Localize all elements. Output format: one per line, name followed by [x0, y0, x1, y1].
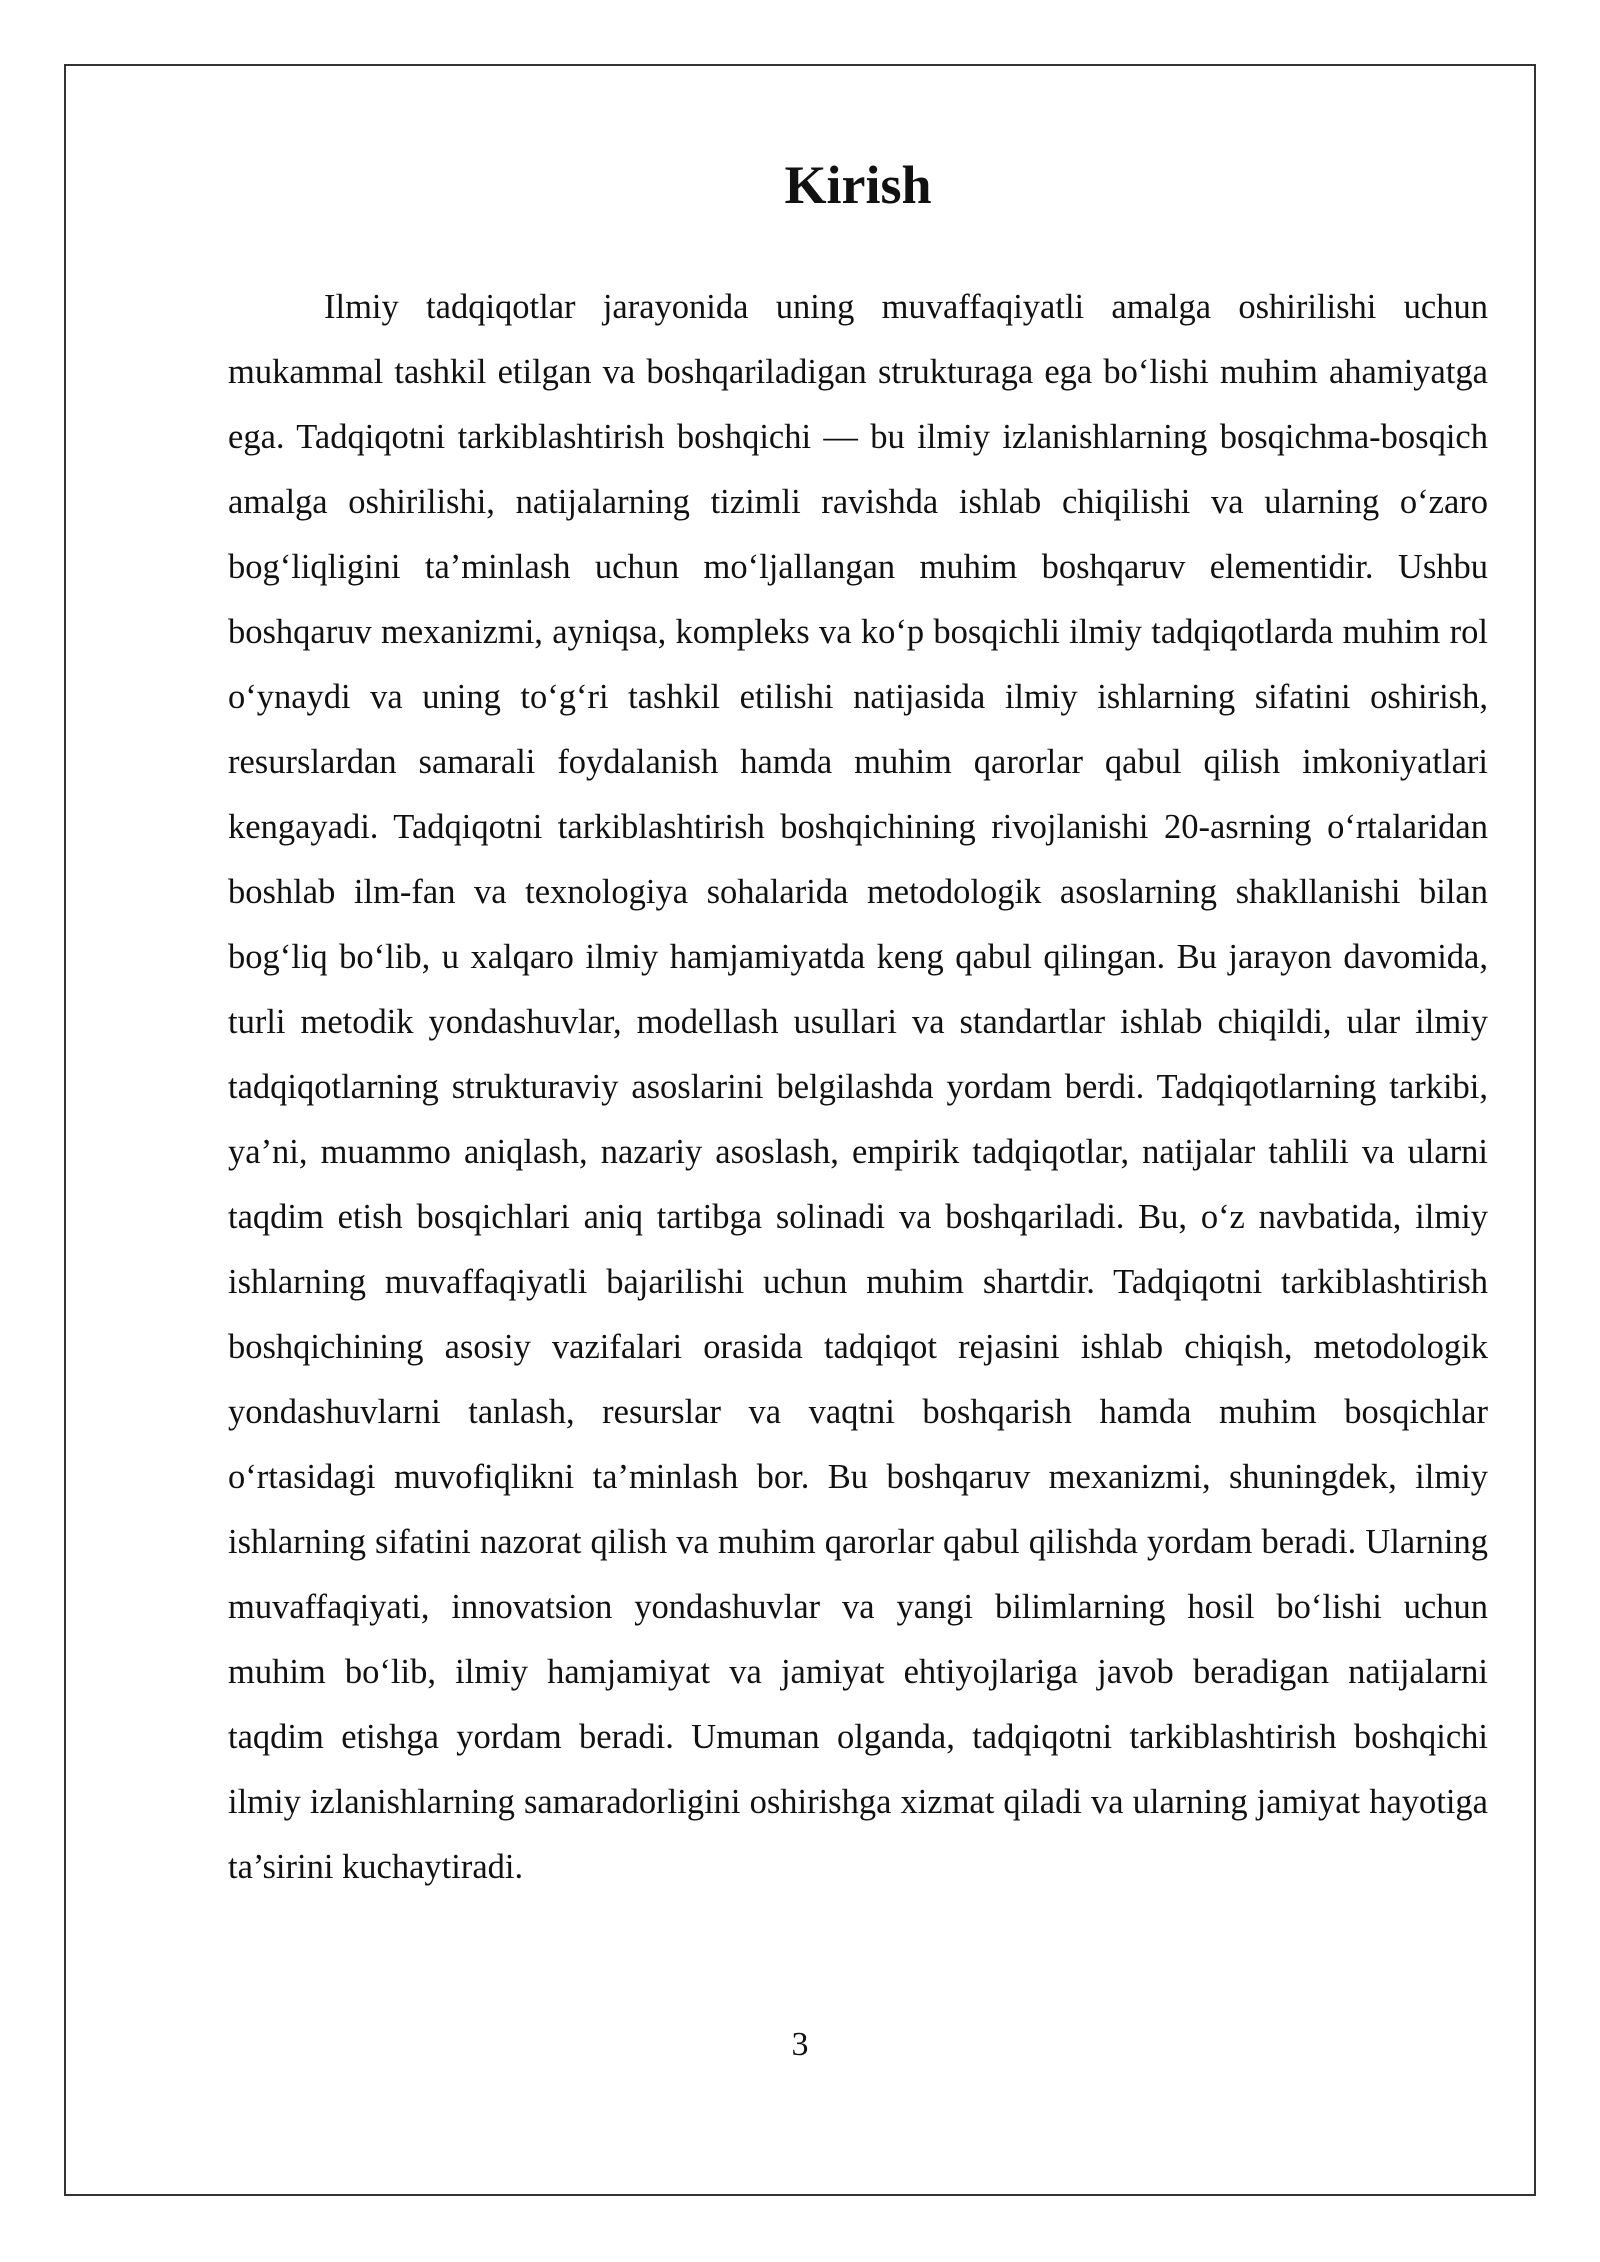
page-number: 3: [791, 2026, 809, 2063]
page-content: [228, 150, 1488, 1900]
body-paragraph: Ilmiy tadqiqotlar jarayonida uning muvaffaqiyatli amalga oshirilishi uchun mukammal tashkil etilgan va boshqariladigan strukturaga ega bo‘lishi muhim ahamiyatga ega. Tadqiqotni tarkiblashtirish boshqichi — bu ilmiy izlanishlarning bosqichma-bosqich amalga oshirilishi, natijalarning tizimli ravishda ishlab chiqilishi va ularning o‘zaro bog‘liqligini ta’minlash uchun mo‘ljallangan muhim boshqaruv elementidir. Ushbu boshqaruv mexanizmi, ayniqsa, kompleks va ko‘p bosqichli ilmiy tadqiqotlarda muhim rol o‘ynaydi va uning to‘g‘ri tashkil etilishi natijasida ilmiy ishlarning sifatini oshirish, resurslardan samarali foydalanish hamda muhim qarorlar qabul qilish imkoniyatlari kengayadi. Tadqiqotni tarkiblashtirish boshqichining rivojlanishi 20-asrning o‘rtalaridan boshlab ilm-fan va texnologiya sohalarida metodologik asoslarning shakllanishi bilan bog‘liq bo‘lib, u xalqaro ilmiy hamjamiyatda keng qabul qilingan. Bu jarayon davomida, turli metodik yondashuvlar, modellash usullari va standartlar ishlab chiqildi, ular ilmiy tadqiqotlarning strukturaviy asoslarini belgilashda yordam berdi. Tadqiqotlarning tarkibi, ya’ni, muammo aniqlash, nazariy asoslash, empirik tadqiqotlar, natijalar tahlili va ularni taqdim etish bosqichlari aniq tartibga solinadi va boshqariladi. Bu, o‘z navbatida, ilmiy ishlarning muvaffaqiyatli bajarilishi uchun muhim shartdir. Tadqiqotni tarkiblashtirish boshqichining asosiy vazifalari orasida tadqiqot rejasini ishlab chiqish, metodologik yondashuvlarni tanlash, resurslar va vaqtni boshqarish hamda muhim bosqichlar o‘rtasidagi muvofiqlikni ta’minlash bor. Bu boshqaruv mexanizmi, shuningdek, ilmiy ishlarning sifatini nazorat qilish va muhim qarorlar qabul qilishda yordam beradi. Ularning muvaffaqiyati, innovatsion yondashuvlar va yangi bilimlarning hosil bo‘lishi uchun muhim bo‘lib, ilmiy hamjamiyat va jamiyat ehtiyojlariga javob beradigan natijalarni taqdim etishga yordam beradi. Umuman olganda, tadqiqotni tarkiblashtirish boshqichi ilmiy izlanishlarning samaradorligini oshirishga xizmat qiladi va ularning jamiyat hayotiga ta’sirini kuchaytiradi.: [228, 288, 1488, 1886]
section-title: Kirish: [784, 155, 932, 215]
